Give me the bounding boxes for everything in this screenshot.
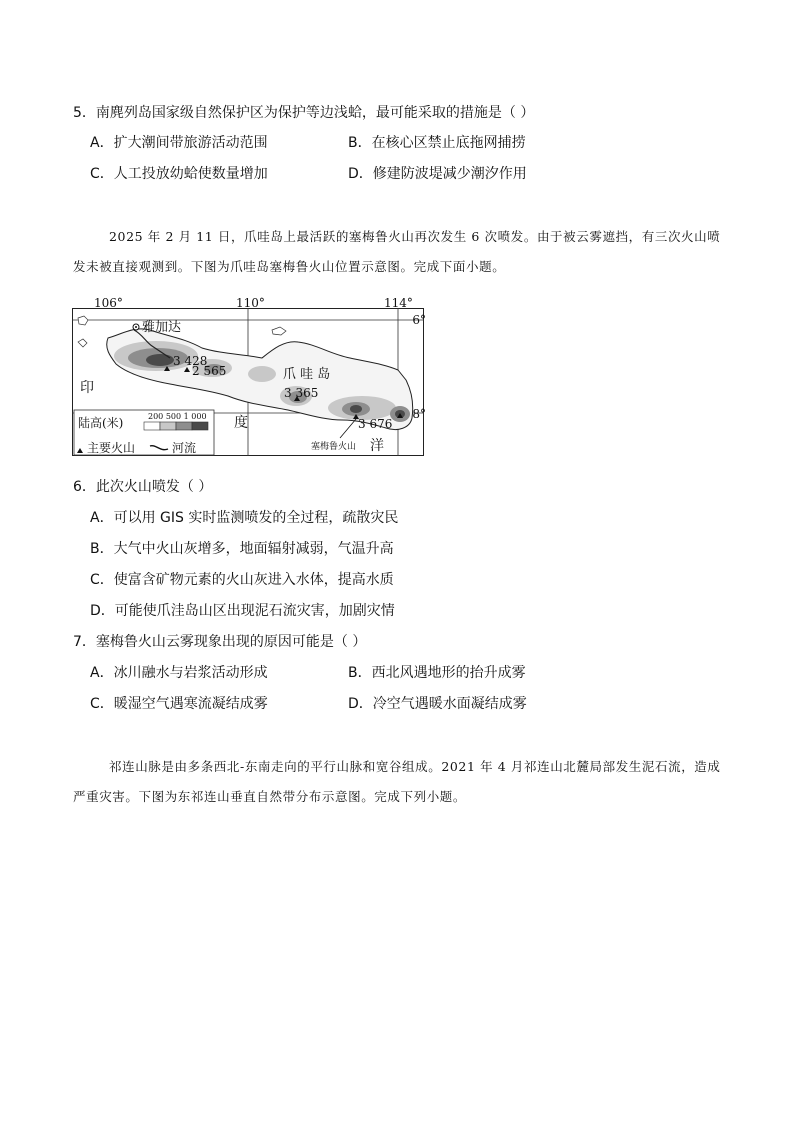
question-7-option-a: A．冰川融水与岩浆活动形成 [90, 665, 268, 681]
legend-elev-values: 200 500 1 000 [148, 412, 207, 421]
ocean-label-du: 度 [234, 415, 248, 431]
question-7-option-c: C．暖湿空气遇寒流凝结成雾 [90, 696, 268, 712]
legend-swatch-top [192, 422, 208, 430]
question-7-option-b: B．西北风遇地形的抬升成雾 [348, 665, 526, 681]
legend-volcano-label: 主要火山 [87, 441, 136, 455]
question-6-option-c: C．使富含矿物元素的火山灰进入水体，提高水质 [90, 572, 394, 588]
question-6-option-b: B．大气中火山灰增多，地面辐射减弱，气温升高 [90, 541, 394, 557]
legend-elev-title: 陆高(米) [78, 416, 124, 430]
question-5-option-c: C．人工投放幼蛤使数量增加 [90, 166, 268, 182]
lon-label-106: 106° [94, 296, 123, 310]
question-5-option-b: B．在核心区禁止底拖网捕捞 [348, 135, 526, 151]
legend-swatch-high [176, 422, 192, 430]
jakarta-marker-dot [135, 326, 137, 328]
ocean-label-yang: 洋 [370, 438, 384, 454]
java-volcano-map [72, 296, 427, 459]
question-7-option-d: D．冷空气遇暖水面凝结成雾 [348, 696, 527, 712]
elev-label-2565: 2 565 [192, 364, 227, 378]
elev-label-3365: 3 365 [284, 386, 319, 400]
question-7-stem: 7．塞梅鲁火山云雾现象出现的原因可能是（ ） [73, 634, 367, 650]
question-6-stem: 6．此次火山喷发（ ） [73, 479, 213, 495]
legend-swatch-mid [160, 422, 176, 430]
lat-label-8: 8° [412, 407, 426, 421]
elev-label-3676: 3 676 [358, 417, 393, 431]
lon-label-110: 110° [236, 296, 265, 310]
map-legend [74, 410, 214, 455]
intro-paragraph-qilian: 祁连山脉是由多条西北-东南走向的平行山脉和宽谷组成。2021 年 4 月祁连山北麓局部发生泥石流，造成严重灾害。下图为东祁连山垂直自然带分布示意图。完成下列小题。 [73, 759, 721, 804]
semeru-volcano-label: 塞梅鲁火山 [311, 442, 357, 452]
question-5-stem: 5．南麂列岛国家级自然保护区为保护等边浅蛤，最可能采取的措施是（ ） [73, 105, 535, 121]
java-island-label: 爪 哇 岛 [283, 367, 331, 382]
lat-label-6: 6° [412, 313, 426, 327]
ocean-label-yin: 印 [80, 380, 94, 396]
question-6-option-d: D．可能使爪洼岛山区出现泥石流灾害，加剧灾情 [90, 603, 395, 619]
intro-paragraph-volcano: 2025 年 2 月 11 日，爪哇岛上最活跃的塞梅鲁火山再次发生 6 次喷发。由于被云雾遮挡，有三次火山喷发未被直接观测到。下图为爪哇岛塞梅鲁火山位置示意图。完成下面小题。 [73, 229, 721, 274]
elev-label-3428: 3 428 [173, 354, 208, 368]
legend-river-label: 河流 [172, 441, 197, 455]
question-5-option-a: A．扩大潮间带旅游活动范围 [90, 135, 268, 151]
question-6-option-a: A．可以用 GIS 实时监测喷发的全过程，疏散灾民 [90, 510, 399, 526]
question-5-option-d: D．修建防波堤减少潮汐作用 [348, 166, 527, 182]
lon-label-114: 114° [384, 296, 413, 310]
jakarta-label: 雅加达 [142, 320, 182, 335]
legend-swatch-low [144, 422, 160, 430]
